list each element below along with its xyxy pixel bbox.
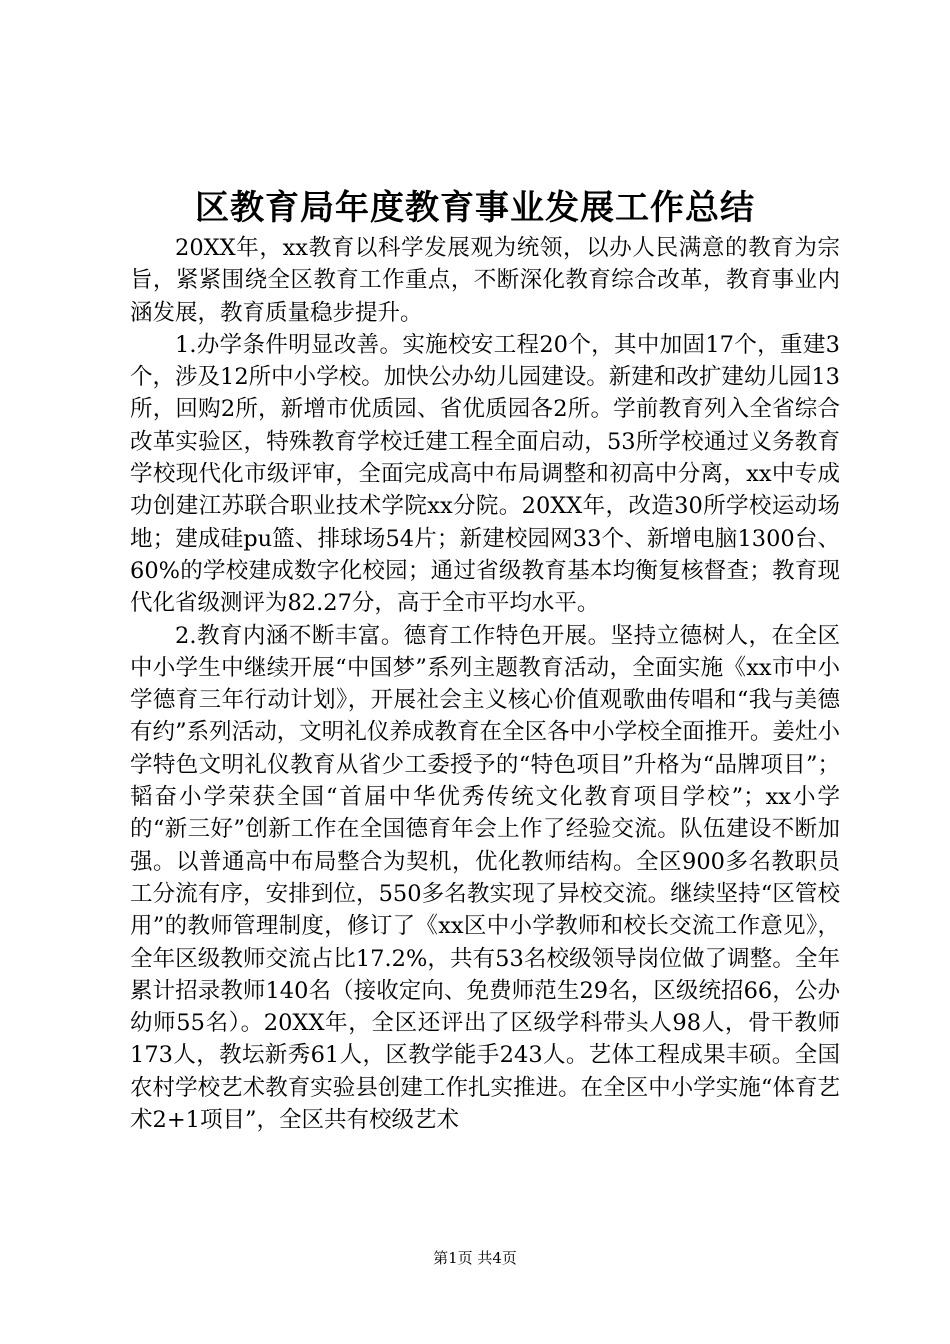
intro-paragraph: 20XX年，xx教育以科学发展观为统领，以办人民满意的教育为宗旨，紧紧围绕全区教育工作重点，不断深化教育综合改革，教育事业内涵发展，教育质量稳步提升。	[130, 235, 840, 326]
document-body	[130, 232, 840, 1136]
section-2-paragraph: 2.教育内涵不断丰富。德育工作特色开展。坚持立德树人，在全区中小学生中继续开展“中国梦”系列主题教育活动，全面实施《xx市中小学德育三年行动计划》，开展社会主义核心价值观歌曲传唱和“我与美德有约”系列活动，文明礼仪养成教育在全区各中小学校全面推开。姜灶小学特色文明礼仪教育从省少工委授予的“特色项目”升格为“品牌项目”；韬奋小学荣获全国“首届中华优秀传统文化教育项目学校”；xx小学的“新三好”创新工作在全国德育年会上作了经验交流。队伍建设不断加强。以普通高中布局整合为契机，优化教师结构。全区900多名教职员工分流有序，安排到位，550多名教实现了异校交流。继续坚持“区管校用”的教师管理制度，修订了《xx区中小学教师和校长交流工作意见》，全年区级教师交流占比17.2%，共有53名校级领导岗位做了调整。全年累计招录教师140名（接收定向、免费师范生29名，区级统招66，公办幼师55名）。20XX年，全区还评出了区级学科带头人98人，骨干教师173人，教坛新秀61人，区教学能手243人。艺体工程成果丰硕。全国农村学校艺术教育实验县创建工作扎实推进。在全区中小学实施“体育艺术2+1项目”，全区共有校级艺术	[130, 622, 840, 1134]
page-number-footer: 第1页 共4页	[433, 1249, 517, 1267]
section-1-paragraph: 1.办学条件明显改善。实施校安工程20个，其中加固17个，重建3个，涉及12所中小学校。加快公办幼儿园建设。新建和改扩建幼儿园13所，回购2所，新增市优质园、省优质园各2所。学前教育列入全省综合改革实验区，特殊教育学校迁建工程全面启动，53所学校通过义务教育学校现代化市级评审，全面完成高中布局调整和初高中分离，xx中专成功创建江苏联合职业技术学院xx分院。20XX年，改造30所学校运动场地；建成硅pu篮、排球场54片；新建校园网33个、新增电脑1300台、60%的学校建成数字化校园；通过省级教育基本均衡复核督查；教育现代化省级测评为82.27分，高于全市平均水平。	[130, 331, 840, 617]
document-title: 区教育局年度教育事业发展工作总结	[195, 188, 755, 228]
